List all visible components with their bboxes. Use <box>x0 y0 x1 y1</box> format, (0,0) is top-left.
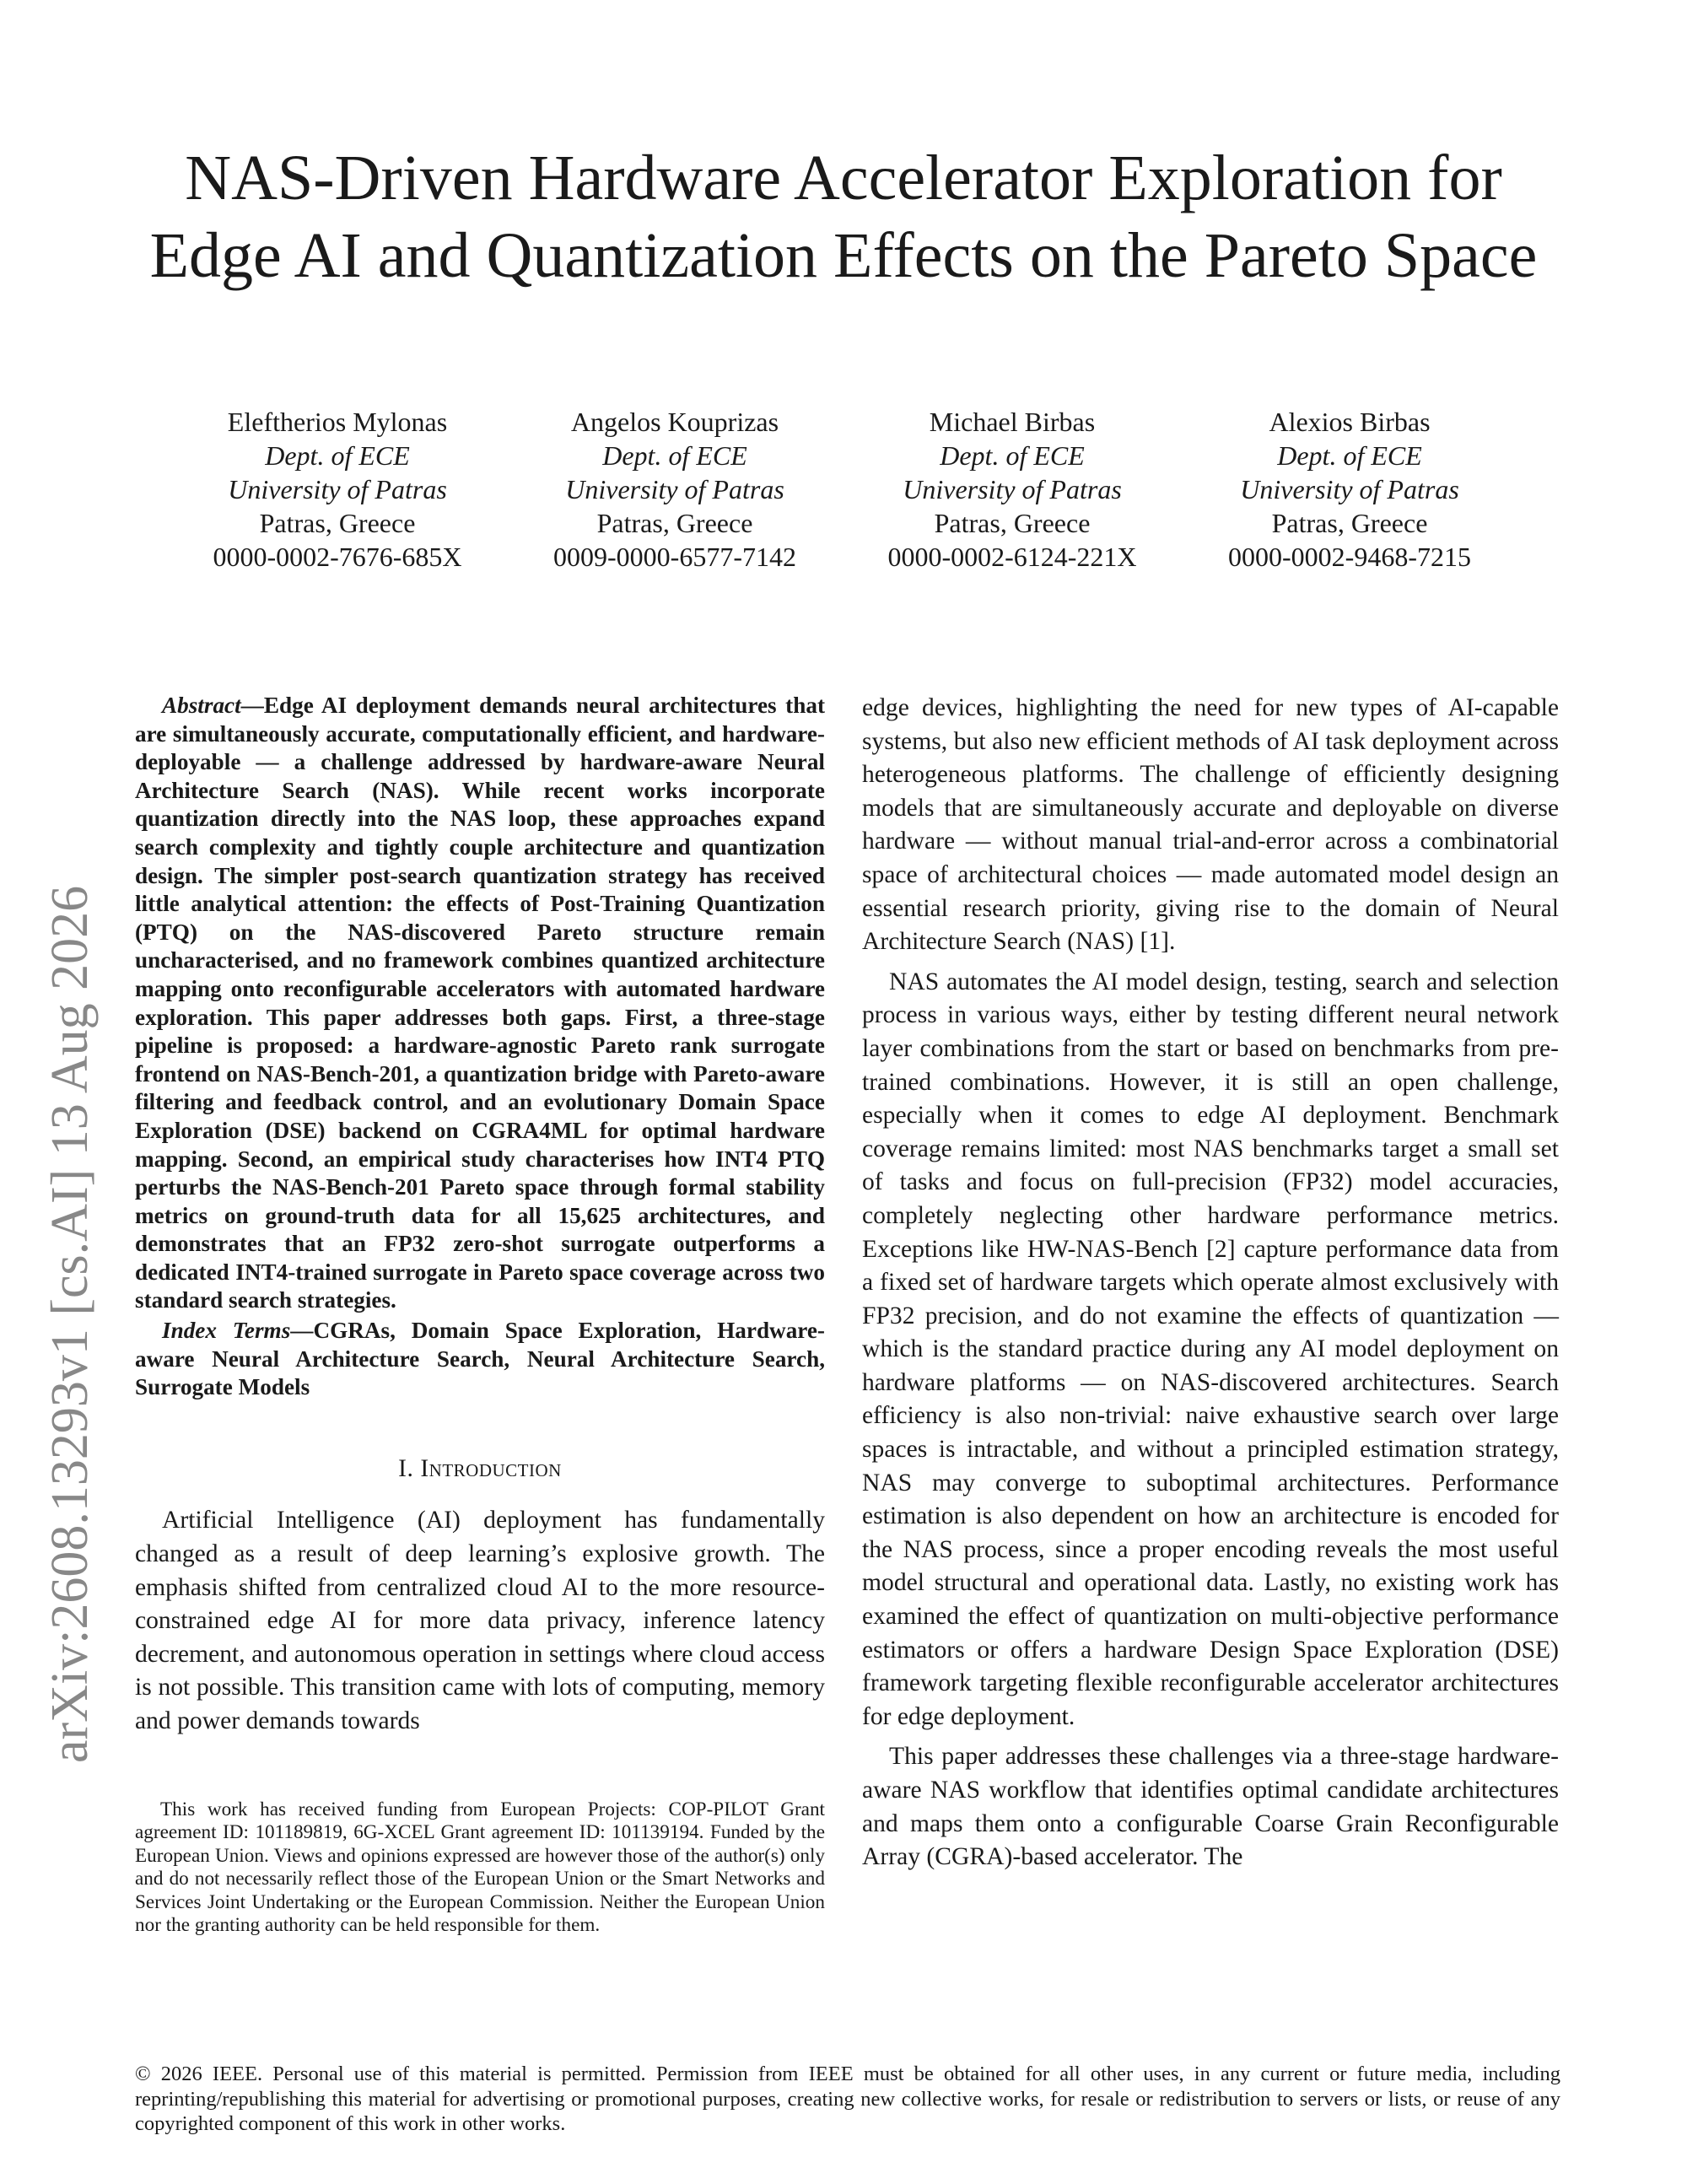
index-terms <box>135 1317 825 1402</box>
author-dept: Dept. of ECE <box>602 440 747 471</box>
right-column <box>862 692 1559 1874</box>
author-location: Patras, Greece <box>596 508 753 538</box>
section-heading-introduction <box>135 1453 825 1486</box>
abstract <box>135 692 825 1315</box>
author-orcid: 0009-0000-6577-7142 <box>553 542 796 572</box>
author-card <box>848 405 1177 574</box>
body-paragraph: edge devices, highlighting the need for new types of AI-capable systems, but also new efficient methods of AI task deployment across heterogeneous platforms. The challenge of efficiently designing models that are simultaneously accurate and deployable on diverse hardware — without manual trial-and-error across a combinatorial space of architectural choices — made automated model design an essential research priority, giving rise to the domain of Neural Architecture Search (NAS) [1]. <box>862 694 1559 956</box>
abstract-label: Abstract <box>162 693 241 718</box>
arxiv-identifier: arXiv:2608.13293v1 [cs.AI] 13 Aug 2026 <box>41 885 99 1763</box>
author-location: Patras, Greece <box>1271 508 1428 538</box>
author-name: Michael Birbas <box>929 407 1096 437</box>
section-title: Introduction <box>420 1454 562 1482</box>
author-orcid: 0000-0002-7676-685X <box>213 542 462 572</box>
author-location: Patras, Greece <box>934 508 1091 538</box>
body-paragraph: NAS automates the AI model design, testing, search and selection process in various ways, either by testing different neural network layer combinations from the start or based on benchmarks from pre-trained combinations. However, it is still an open challenge, especially when it comes to edge AI deployment. Benchmark coverage remains limited: most NAS benchmarks target a small set of tasks and focus on full-precision (FP32) model accuracies, completely neglecting other hardware performance metrics. Exceptions like HW-NAS-Bench [2] capture performance data from a fixed set of hardware targets which operate almost exclusively with FP32 precision, and do not examine the effects of quantization — which is the standard practice during any AI model deployment on hardware platforms — on NAS-discovered architectures. Search efficiency is also non-trivial: naive exhaustive search over large spaces is intractable, and without a principled estimation strategy, NAS may converge to suboptimal architectures. Performance estimation is also dependent on how an architecture is encoded for the NAS process, since a proper encoding reveals the most useful model structural and operational data. Lastly, no existing work has examined the effect of quantization on multi-objective performance estimators or offers a hardware Design Space Exploration (DSE) framework targeting flexible reconfigurable accelerator architectures for edge deployment. <box>862 968 1559 1730</box>
abstract-text: —Edge AI deployment demands neural architectures that are simultaneously accurate, computationally efficient, and hardware-deployable — a challenge addressed by hardware-aware Neural Architecture Search (NAS). While recent works incorporate quantization directly into the NAS loop, these approaches expand search complexity and tightly couple architecture and quantization design. The simpler post-search quantization strategy has received little analytical attention: the effects of Post-Training Quantization (PTQ) on the NAS-discovered Pareto structure remain uncharacterised, and no framework combines quantized architecture mapping onto reconfigurable accelerators with automated hardware exploration. This paper addresses both gaps. First, a three-stage pipeline is proposed: a hardware-agnostic Pareto rank surrogate frontend on NAS-Bench-201, a quantization bridge with Pareto-aware filtering and feedback control, and an evolutionary Domain Space Exploration (DSE) backend on CGRA4ML for optimal hardware mapping. Second, an empirical study characterises how INT4 PTQ perturbs the NAS-Bench-201 Pareto space through formal stability metrics on ground-truth data for all 15,625 architectures, and demonstrates that an FP32 zero-shot surrogate outperforms a dedicated INT4-trained surrogate in Pareto space coverage across two standard search strategies. <box>135 693 825 1313</box>
index-terms-label: Index Terms <box>162 1318 291 1344</box>
author-university: University of Patras <box>903 474 1122 504</box>
author-orcid: 0000-0002-6124-221X <box>887 542 1137 572</box>
author-name: Angelos Kouprizas <box>570 407 779 437</box>
body-paragraph: This paper addresses these challenges via a three-stage hardware-aware NAS workflow that identifies optimal candidate architectures and maps them onto a configurable Coarse Grain Reconfigurable Array (CGRA)-based accelerator. The <box>862 1743 1559 1871</box>
author-orcid: 0000-0002-9468-7215 <box>1228 542 1471 572</box>
author-card <box>510 405 839 574</box>
index-terms-text: —CGRAs, Domain Space Exploration, Hardware-aware Neural Architecture Search, Neural Architecture Search, Surrogate Models <box>135 1318 825 1400</box>
author-dept: Dept. of ECE <box>940 440 1085 471</box>
author-name: Eleftherios Mylonas <box>227 407 448 437</box>
funding-footnote: This work has received funding from European Projects: COP-PILOT Grant agreement ID: 101189819, 6G-XCEL Grant agreement ID: 101139194. Funded by the European Union. Views and opinions expressed are however those of the author(s) only and do not necessarily reflect those of the European Union or the Smart Networks and Services Joint Undertaking or the European Commission. Neither the European Union nor the granting authority can be held responsible for them. <box>135 1798 825 1937</box>
author-dept: Dept. of ECE <box>1277 440 1422 471</box>
intro-paragraph: Artificial Intelligence (AI) deployment has fundamentally changed as a result of deep learning’s explosive growth. The emphasis shifted from centralized cloud AI to the more resource-constrained edge AI for more data privacy, inference latency decrement, and autonomous operation in settings where cloud access is not possible. This transition came with lots of computing, memory and power demands towards <box>135 1507 825 1734</box>
author-name: Alexios Birbas <box>1269 407 1431 437</box>
author-dept: Dept. of ECE <box>265 440 410 471</box>
paper-title: NAS-Driven Hardware Accelerator Exploration for Edge AI and Quantization Effects on the Pareto Space <box>149 143 1538 291</box>
author-card <box>173 405 502 574</box>
author-block <box>173 405 1514 574</box>
author-location: Patras, Greece <box>259 508 416 538</box>
section-number: I. <box>398 1454 421 1482</box>
author-university: University of Patras <box>228 474 447 504</box>
author-card <box>1185 405 1514 574</box>
author-university: University of Patras <box>565 474 784 504</box>
author-university: University of Patras <box>1240 474 1459 504</box>
copyright-notice: © 2026 IEEE. Personal use of this material is permitted. Permission from IEEE must be obtained for all other uses, in any current or future media, including reprinting/republishing this material for advertising or promotional purposes, creating new collective works, for resale or redistribution to servers or lists, or reuse of any copyrighted component of this work in other works. <box>135 2063 1560 2135</box>
left-column <box>135 692 825 1739</box>
